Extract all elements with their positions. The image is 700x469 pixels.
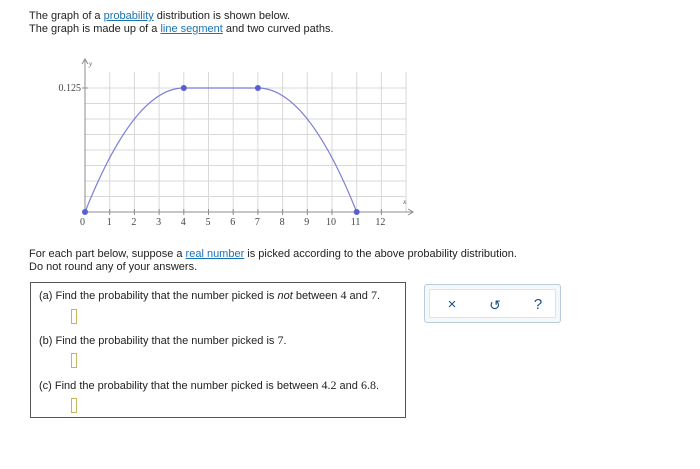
line-segment-link[interactable]: line segment (160, 23, 223, 35)
undo-icon[interactable]: ↺ (489, 297, 501, 313)
question-a: (a) Find the probability that the number picked is not between 4 and 7. (39, 288, 380, 302)
data-point (255, 85, 261, 91)
x-tick-label: 9 (304, 217, 310, 228)
x-tick-label: 11 (350, 217, 361, 228)
real-number-link[interactable]: real number (185, 248, 245, 260)
intro-line-2: The graph is made up of a line segment and two curved paths. (29, 23, 334, 35)
graph-axes (82, 59, 413, 215)
question-b: (b) Find the probability that the number picked is 7. (39, 333, 287, 347)
x-tick-label: 4 (180, 217, 186, 228)
question-c: (c) Find the probability that the number picked is between 4.2 and 6.8. (39, 378, 380, 392)
questions-box (30, 282, 406, 418)
data-point (181, 85, 187, 91)
intro-line-1: The graph of a probability distribution is shown below. (29, 10, 291, 22)
graph-grid (85, 72, 406, 212)
answer-b-input[interactable] (71, 353, 77, 368)
answer-tools-panel (424, 284, 561, 323)
answer-tools-inner (429, 289, 556, 318)
probability-link[interactable]: probability (103, 10, 154, 22)
x-tick-labels (80, 217, 385, 228)
probability-graph (50, 54, 420, 234)
instructions (29, 248, 517, 274)
y-tick-label: 0.125 (58, 83, 81, 94)
answer-a-input[interactable] (71, 309, 77, 324)
x-tick-label: 6 (230, 217, 236, 228)
x-axis-letter: x (403, 198, 407, 206)
instructions-line-2: Do not round any of your answers. (29, 261, 198, 273)
x-tick-label: 2 (131, 217, 137, 228)
x-tick-label: 7 (254, 217, 260, 228)
x-tick-label: 3 (156, 217, 162, 228)
x-tick-label: 0 (80, 217, 85, 228)
data-point (354, 209, 360, 215)
y-axis-letter: y (89, 60, 93, 68)
answer-c-input[interactable] (71, 398, 77, 413)
data-point (82, 209, 88, 215)
problem-intro (29, 10, 334, 36)
x-tick-label: 12 (375, 217, 386, 228)
instructions-line-1: For each part below, suppose a real number is picked according to the above probability distribution. (29, 248, 517, 260)
x-tick-label: 1 (106, 217, 112, 228)
help-button[interactable]: ? (533, 296, 543, 313)
x-tick-label: 10 (326, 217, 336, 228)
x-tick-label: 8 (279, 217, 285, 228)
clear-button[interactable]: × (447, 296, 457, 313)
x-tick-label: 5 (205, 217, 211, 228)
